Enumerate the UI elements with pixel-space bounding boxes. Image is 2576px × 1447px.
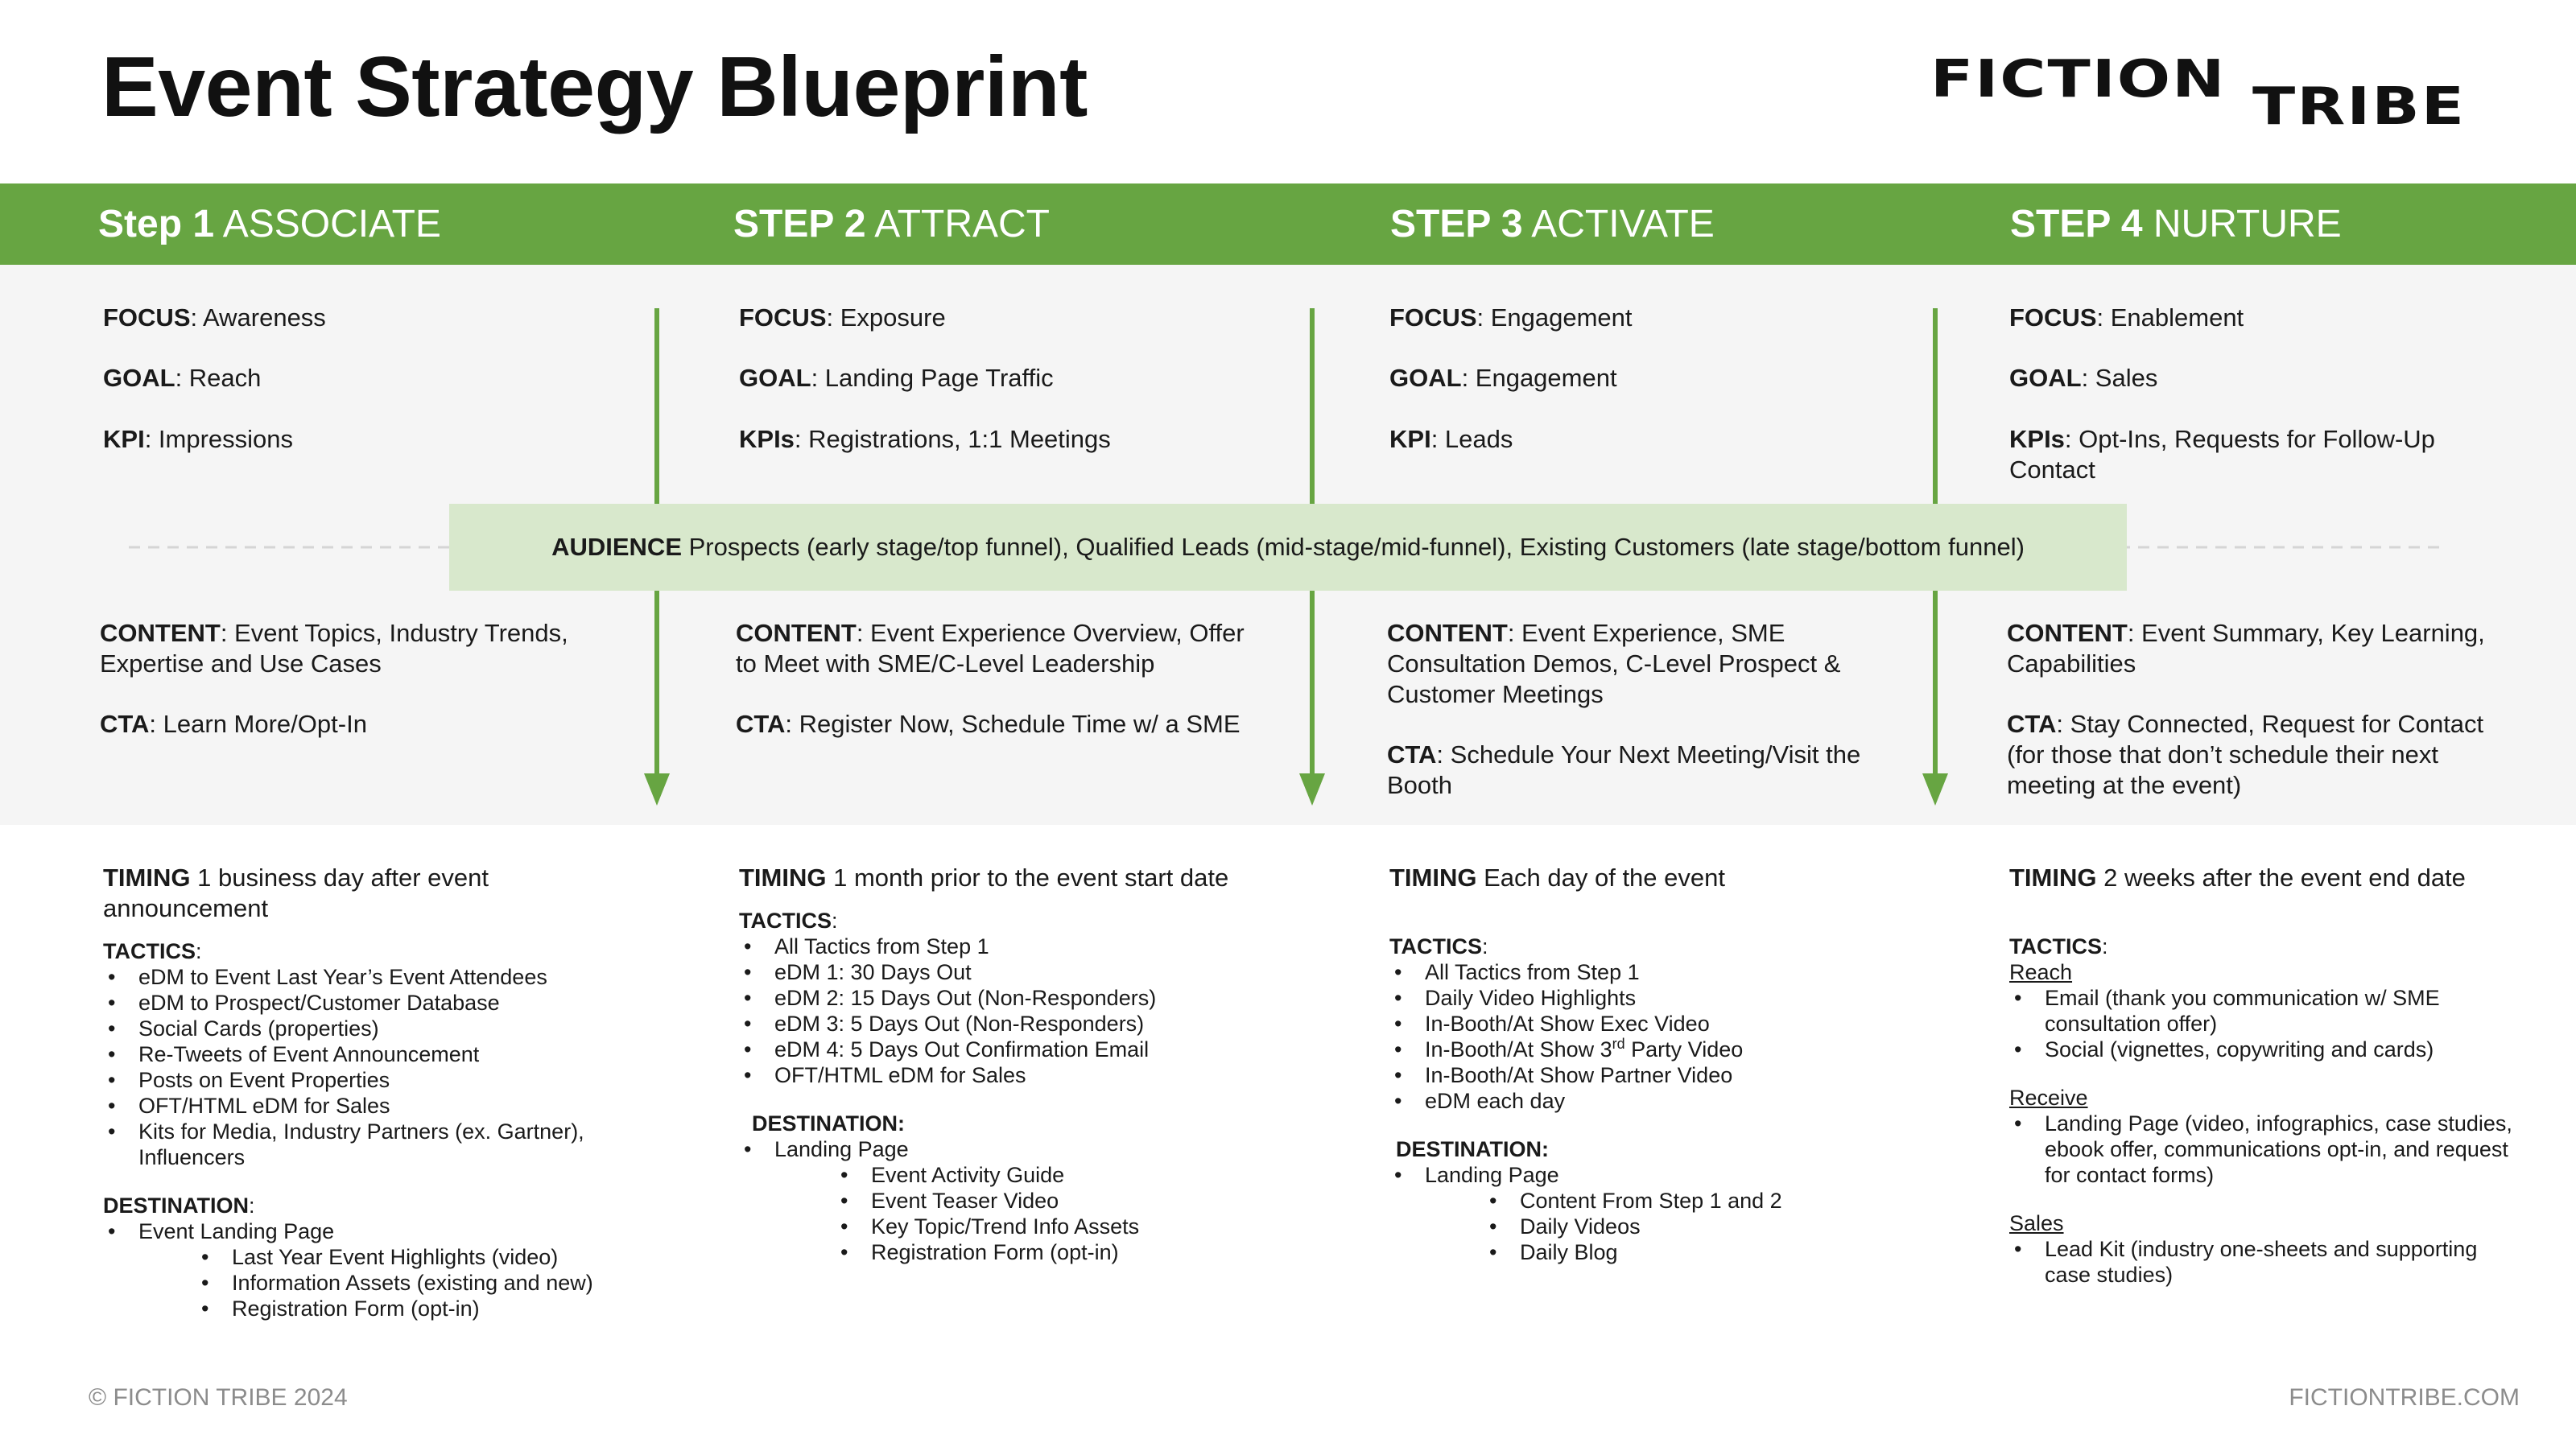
list-item: • eDM 1: 30 Days Out: [739, 959, 1286, 985]
step-1-goal: GOAL: Reach: [103, 364, 262, 392]
list-item: • eDM 4: 5 Days Out Confirmation Email: [739, 1037, 1286, 1062]
list-item: • All Tactics from Step 1: [739, 934, 1286, 959]
step-4-header: [2010, 183, 2342, 265]
step-3-focus: FOCUS: Engagement: [1389, 303, 1633, 332]
step-3-tactics-list: [1389, 959, 1905, 1114]
list-item: • Landing Page: [1389, 1162, 1905, 1188]
step-1-content: CONTENT: Event Topics, Industry Trends, Expertise and Use Cases: [100, 619, 568, 678]
step-4-name: NURTURE: [2153, 203, 2342, 245]
step-2-tactics-heading: TACTICS: [739, 909, 832, 933]
list-item: • Posts on Event Properties: [103, 1067, 618, 1093]
list-item: • Registration Form (opt-in): [196, 1296, 618, 1321]
step-2-goal: GOAL: Landing Page Traffic: [739, 364, 1054, 392]
step-4-number: STEP 4: [2010, 203, 2143, 245]
step-4-reach-heading: Reach: [2009, 960, 2073, 984]
audience-banner: [449, 504, 2127, 591]
step-1-number: Step 1: [98, 203, 215, 245]
list-item: • eDM 2: 15 Days Out (Non-Responders): [739, 985, 1286, 1011]
step-1-details: TIMING 1 business day after event announcement TACTICS: • eDM to Event Last Year’s Event Attendees • eDM to Prospect/Customer Database • Social Cards (properties) • Re-Tweets of Event Announcement • Posts on Event Properties • OFT/HTML eDM for Sales • Kits for Media, Industry Partners (ex. Gartner), Influencers DESTINATION: • Event Landing Page • Last Year Event Highlights (video) • Information Assets (existing and new) • Registration Form (opt-in): [103, 863, 618, 1321]
step-4-details: TIMING 2 weeks after the event end date TACTICS: Reach • Email (thank you communication w/ SME consultation offer) • Social (vignettes, copywriting and cards) Receive • Landing Page (video, infographics, case studies, ebook offer, communications opt-in, and request for contact forms) Sales • Lead Kit (industry one-sheets and supporting case studies): [2009, 863, 2524, 1288]
step-4-receive-list: [2009, 1111, 2524, 1188]
list-item: • eDM to Event Last Year’s Event Attendees: [103, 964, 618, 990]
step-2-destination-list: [739, 1136, 1286, 1162]
fiction-tribe-logo: [1930, 50, 2497, 137]
step-2-destination-heading: DESTINATION:: [752, 1111, 905, 1136]
step-3-number: STEP 3: [1390, 203, 1523, 245]
step-4-content: CONTENT: Event Summary, Key Learning, Capabilities: [2007, 619, 2485, 678]
list-item: • Last Year Event Highlights (video): [196, 1244, 618, 1270]
list-item: • Daily Video Highlights: [1389, 985, 1905, 1011]
list-item: • OFT/HTML eDM for Sales: [103, 1093, 618, 1119]
step-4-sales-list: [2009, 1236, 2524, 1288]
step-4-sales-heading: Sales: [2009, 1211, 2064, 1235]
step-2-header: [733, 183, 1050, 265]
step-4-tactics-heading: TACTICS: [2009, 934, 2102, 958]
step-3-timing: TIMING Each day of the event: [1389, 864, 1725, 892]
step-1-destination-sublist: [196, 1244, 618, 1321]
list-item: • Content From Step 1 and 2: [1484, 1188, 1905, 1214]
arrow-head-1: [644, 773, 670, 806]
list-item: • Landing Page (video, infographics, case studies, ebook offer, communications opt-in, and request for contact forms): [2009, 1111, 2524, 1188]
list-item: • Email (thank you communication w/ SME consultation offer): [2009, 985, 2524, 1037]
step-3-header: [1390, 183, 1715, 265]
step-3-name: ACTIVATE: [1531, 203, 1715, 245]
step-4-timing: TIMING 2 weeks after the event end date: [2009, 864, 2466, 892]
list-item: • Kits for Media, Industry Partners (ex. Gartner), Influencers: [103, 1119, 618, 1170]
step-2-destination-sublist: [836, 1162, 1286, 1265]
step-2-timing: TIMING 1 month prior to the event start date: [739, 864, 1229, 892]
step-3-goal: GOAL: Engagement: [1389, 364, 1617, 392]
page-title: Event Strategy Blueprint: [101, 39, 1088, 134]
list-item: • Social Cards (properties): [103, 1016, 618, 1041]
list-item: • Key Topic/Trend Info Assets: [836, 1214, 1286, 1239]
step-1-kpi: KPI: Impressions: [103, 425, 294, 453]
list-item: • Registration Form (opt-in): [836, 1239, 1286, 1265]
step-2-content: CONTENT: Event Experience Overview, Offer to Meet with SME/C-Level Leadership: [736, 619, 1245, 678]
audience-text: Prospects (early stage/top funnel), Qualified Leads (mid-stage/mid-funnel), Existing Customers (late stage/bottom funnel): [682, 533, 2025, 561]
step-3-destination-sublist: [1484, 1188, 1905, 1265]
audience-label: AUDIENCE: [551, 533, 682, 561]
step-1-header: [98, 183, 441, 265]
footer-copyright: © FICTION TRIBE 2024: [89, 1384, 348, 1411]
list-item: • Information Assets (existing and new): [196, 1270, 618, 1296]
step-1-destination-list: [103, 1218, 618, 1244]
step-2-name: ATTRACT: [874, 203, 1050, 245]
step-3-destination-heading: DESTINATION:: [1396, 1137, 1549, 1161]
step-3-content: CONTENT: Event Experience, SME Consultation Demos, C-Level Prospect & Customer Meetings: [1387, 619, 1841, 708]
list-item: • Re-Tweets of Event Announcement: [103, 1041, 618, 1067]
list-item: • Landing Page: [739, 1136, 1286, 1162]
step-2-focus: FOCUS: Exposure: [739, 303, 946, 332]
step-1-timing: TIMING 1 business day after event announcement: [103, 864, 489, 922]
step-3-kpi: KPI: Leads: [1389, 425, 1513, 453]
step-1-cta: CTA: Learn More/Opt-In: [100, 710, 367, 738]
list-item: • Daily Blog: [1484, 1239, 1905, 1265]
step-2-details: TIMING 1 month prior to the event start date TACTICS: • All Tactics from Step 1 • eDM 1: 30 Days Out • eDM 2: 15 Days Out (Non-Responders) • eDM 3: 5 Days Out (Non-Responders) • eDM 4: 5 Days Out Confirmation Email • OFT/HTML eDM for Sales DESTINATION: • Landing Page • Event Activity Guide • Event Teaser Video • Key Topic/Trend Info Assets • Registration Form (opt-in): [739, 863, 1286, 1265]
logo-word-fiction: FICTION: [1930, 50, 2227, 109]
step-1-tactics-heading: TACTICS: [103, 939, 196, 963]
step-1-tactics-list: [103, 964, 618, 1170]
step-4-reach-list: [2009, 985, 2524, 1062]
list-item: • Social (vignettes, copywriting and cards): [2009, 1037, 2524, 1062]
step-4-kpi: KPIs: Opt-Ins, Requests for Follow-Up Contact: [2009, 425, 2435, 484]
arrow-head-2: [1299, 773, 1325, 806]
footer-website-link[interactable]: FICTIONTRIBE.COM: [2289, 1384, 2520, 1411]
list-item: • Event Teaser Video: [836, 1188, 1286, 1214]
step-1-focus: FOCUS: Awareness: [103, 303, 326, 332]
step-1-name: ASSOCIATE: [222, 203, 441, 245]
logo-word-tribe: TRIBE: [2252, 77, 2467, 137]
step-4-receive-heading: Receive: [2009, 1086, 2088, 1110]
list-item: • eDM 3: 5 Days Out (Non-Responders): [739, 1011, 1286, 1037]
step-1-destination-heading: DESTINATION: [103, 1193, 249, 1218]
list-item: • eDM each day: [1389, 1088, 1905, 1114]
step-2-kpi: KPIs: Registrations, 1:1 Meetings: [739, 425, 1111, 453]
list-item: • Lead Kit (industry one-sheets and supporting case studies): [2009, 1236, 2524, 1288]
list-item: • In-Booth/At Show 3rd Party Video: [1389, 1037, 1905, 1062]
step-3-details: TIMING Each day of the event TACTICS: • All Tactics from Step 1 • Daily Video Highlights • In-Booth/At Show Exec Video • In-Booth/At Show 3rd Party Video • In-Booth/At Show Partner Video • eDM each day DESTINATION: • Landing Page • Content From Step 1 and 2 • Daily Videos • Daily Blog: [1389, 863, 1905, 1265]
list-item: • eDM to Prospect/Customer Database: [103, 990, 618, 1016]
arrow-head-3: [1922, 773, 1948, 806]
step-4-cta: CTA: Stay Connected, Request for Contact (for those that don’t schedule their next meeting at the event): [2007, 710, 2484, 799]
step-2-cta: CTA: Register Now, Schedule Time w/ a SME: [736, 710, 1241, 738]
list-item: • Event Landing Page: [103, 1218, 618, 1244]
step-4-focus: FOCUS: Enablement: [2009, 303, 2244, 332]
list-item: • All Tactics from Step 1: [1389, 959, 1905, 985]
step-4-goal: GOAL: Sales: [2009, 364, 2158, 392]
step-3-cta: CTA: Schedule Your Next Meeting/Visit the Booth: [1387, 740, 1861, 799]
step-3-destination-list: [1389, 1162, 1905, 1188]
step-2-number: STEP 2: [733, 203, 866, 245]
list-item: • Event Activity Guide: [836, 1162, 1286, 1188]
list-item: • Daily Videos: [1484, 1214, 1905, 1239]
list-item: • In-Booth/At Show Exec Video: [1389, 1011, 1905, 1037]
list-item: • OFT/HTML eDM for Sales: [739, 1062, 1286, 1088]
list-item: • In-Booth/At Show Partner Video: [1389, 1062, 1905, 1088]
step-2-tactics-list: [739, 934, 1286, 1088]
step-3-tactics-heading: TACTICS: [1389, 934, 1482, 958]
